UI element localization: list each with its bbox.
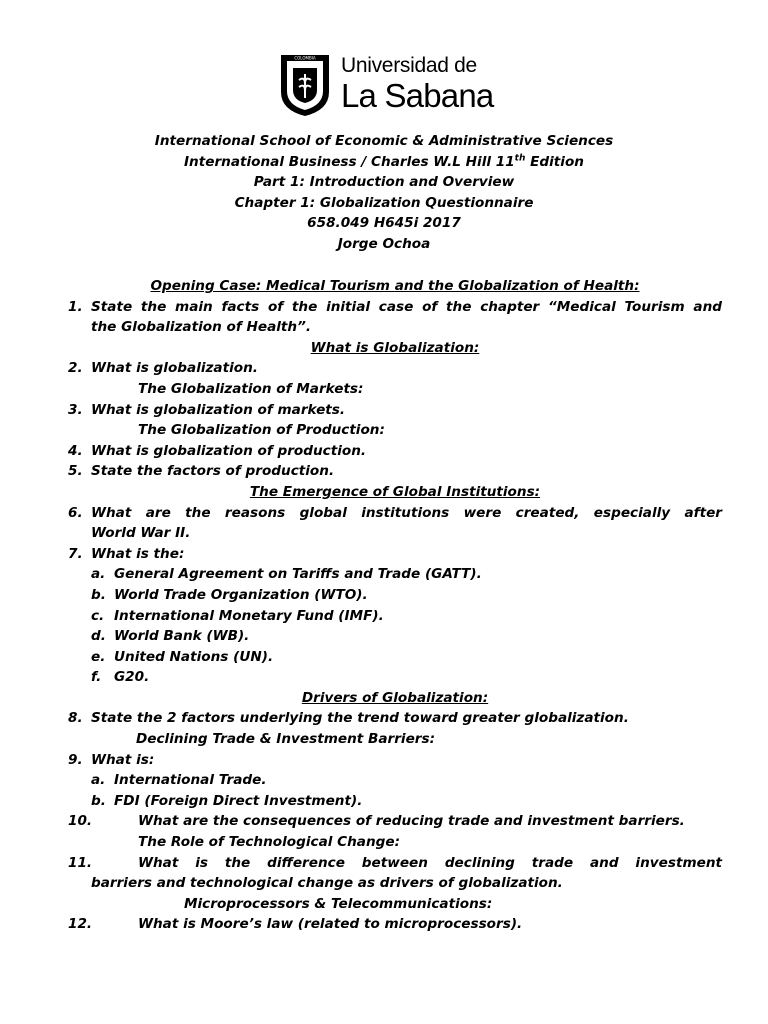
option-letter: b. (91, 792, 106, 809)
question-6-continued: World War II. (91, 525, 191, 542)
question-number: 4. (68, 442, 83, 459)
option-letter: a. (91, 566, 106, 583)
question-text: What is: (91, 751, 155, 768)
question-text: What is globalization of markets. (91, 401, 346, 418)
option-text: World Bank (WB). (114, 628, 250, 645)
section-heading-drivers: Drivers of Globalization: (301, 689, 489, 706)
question-1-continued: the Globalization of Health”. (91, 319, 312, 336)
question-7-option-f (68, 667, 722, 688)
question-number: 11. (68, 854, 93, 871)
question-text: State the 2 factors underlying the trend toward greater globalization. (91, 710, 629, 727)
question-8 (68, 708, 722, 729)
question-text: What are the reasons global institutions were created, especially after (91, 504, 722, 521)
option-letter: e. (91, 648, 106, 665)
header-part: Part 1: Introduction and Overview (253, 174, 515, 191)
section-heading-globalization: What is Globalization: (310, 339, 480, 356)
university-logo (277, 52, 495, 122)
subheading-micro: Microprocessors & Telecommunications: (184, 895, 493, 912)
question-5 (68, 461, 722, 482)
question-number: 1. (68, 298, 83, 315)
header-course (0, 152, 768, 173)
question-number: 10. (68, 813, 93, 830)
question-12 (68, 914, 722, 935)
document-header (0, 131, 768, 255)
question-9 (68, 750, 722, 771)
option-letter: c. (91, 607, 105, 624)
question-number: 9. (68, 751, 83, 768)
question-4 (68, 441, 722, 462)
question-1 (68, 297, 722, 318)
question-number: 6. (68, 504, 83, 521)
option-text: International Trade. (114, 772, 267, 789)
option-letter: f. (91, 669, 102, 686)
option-text: G20. (114, 669, 150, 686)
question-number: 7. (68, 545, 83, 562)
question-7-option-d (68, 626, 722, 647)
question-11 (68, 853, 722, 874)
question-number: 5. (68, 463, 83, 480)
subheading-production: The Globalization of Production: (138, 422, 385, 439)
question-text: What is Moore’s law (related to microprocessors). (138, 916, 523, 933)
option-letter: b. (91, 586, 106, 603)
question-number: 8. (68, 710, 83, 727)
header-call-number: 658.049 H645i 2017 (307, 215, 461, 232)
section-heading-global-institutions: The Emergence of Global Institutions: (249, 483, 541, 500)
option-letter: a. (91, 772, 106, 789)
header-course-text: International Business / Charles W.L Hill 11 (184, 153, 515, 170)
question-10 (68, 811, 722, 832)
question-text: State the factors of production. (91, 463, 335, 480)
seal-top-text: COLOMBIA (294, 55, 316, 61)
option-letter: d. (91, 628, 106, 645)
university-seal-icon (277, 52, 333, 118)
option-text: United Nations (UN). (114, 648, 274, 665)
question-text: State the main facts of the initial case of the chapter “Medical Tourism and (91, 298, 722, 315)
question-text: What is globalization. (91, 360, 258, 377)
option-text: General Agreement on Tariffs and Trade (GATT). (114, 566, 482, 583)
question-text: What is globalization of production. (91, 442, 367, 459)
question-7-option-c (68, 606, 722, 627)
header-course-edition: Edition (525, 153, 584, 170)
question-text: What are the consequences of reducing trade and investment barriers. (138, 813, 685, 830)
subheading-barriers: Declining Trade & Investment Barriers: (136, 731, 436, 748)
question-7-option-e (68, 647, 722, 668)
question-9-option-b (68, 791, 722, 812)
header-school: International School of Economic & Administrative Sciences (154, 133, 614, 149)
question-7-option-b (68, 585, 722, 606)
question-11-continued: barriers and technological change as drivers of globalization. (91, 875, 563, 892)
question-7-option-a (68, 564, 722, 585)
questionnaire-body (68, 276, 722, 935)
logo-line-1: Universidad de (341, 54, 477, 77)
question-2 (68, 358, 722, 379)
option-text: FDI (Foreign Direct Investment). (114, 792, 363, 809)
option-text: World Trade Organization (WTO). (114, 586, 368, 603)
option-text: International Monetary Fund (IMF). (114, 607, 384, 624)
question-3 (68, 400, 722, 421)
header-author: Jorge Ochoa (337, 235, 431, 252)
question-7 (68, 544, 722, 565)
section-heading-opening-case: Opening Case: Medical Tourism and the Globalization of Health: (150, 278, 640, 294)
question-number: 12. (68, 916, 93, 933)
university-name (341, 54, 493, 114)
subheading-markets: The Globalization of Markets: (138, 380, 364, 397)
question-6 (68, 503, 722, 524)
logo-line-2: La Sabana (341, 77, 494, 114)
question-9-option-a (68, 770, 722, 791)
subheading-tech: The Role of Technological Change: (138, 834, 401, 851)
header-course-sup: th (514, 153, 526, 164)
header-chapter: Chapter 1: Globalization Questionnaire (234, 194, 534, 211)
question-text: What is the difference between declining trade and investment (138, 854, 722, 871)
question-number: 3. (68, 401, 83, 418)
question-text: What is the: (91, 545, 185, 562)
question-number: 2. (68, 360, 83, 377)
